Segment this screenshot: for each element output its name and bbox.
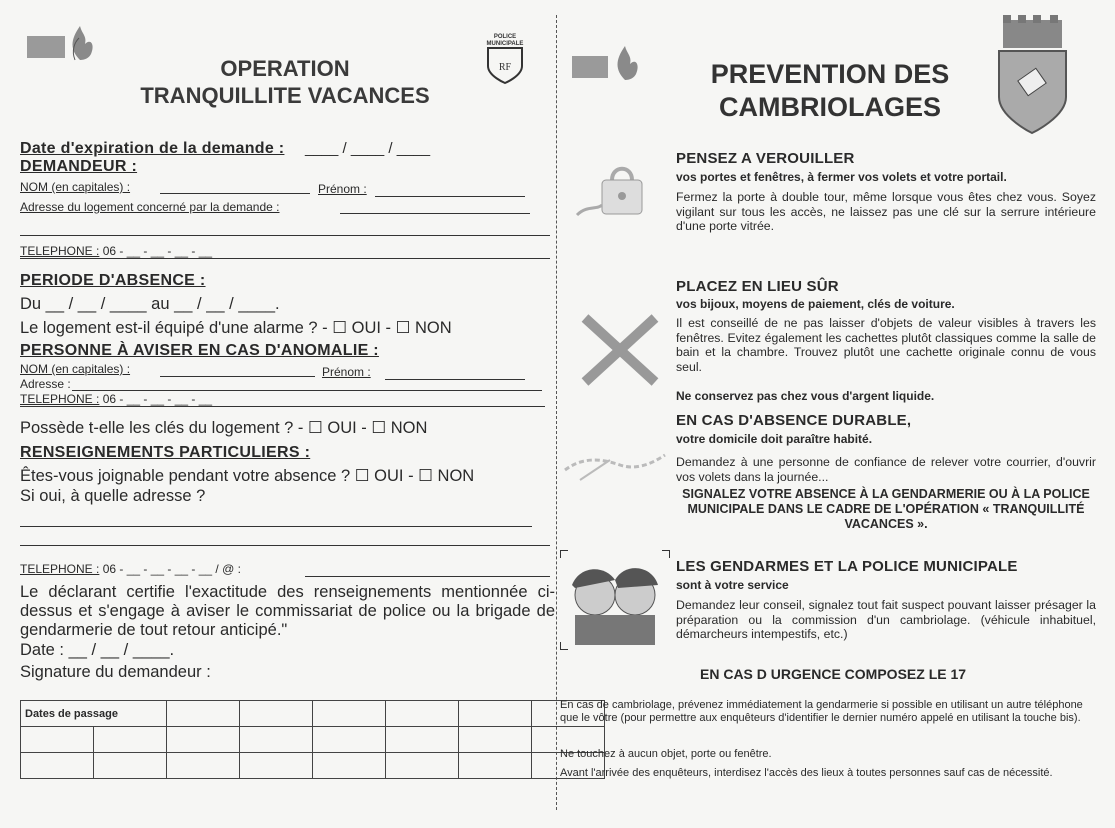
column-divider bbox=[556, 15, 557, 810]
padlock-icon bbox=[572, 160, 662, 240]
s2-body: Il est conseillé de ne pas laisser d'objets de valeur visibles à travers les fenêtres. Evitez également les cachettes plutôt classiques comme la salle de bain et la chambre. Trouvez plutôt une cachette originale connu de vous seul. bbox=[676, 316, 1096, 374]
divider-line-2 bbox=[20, 406, 545, 407]
otv-title-line1: OPERATION bbox=[220, 56, 350, 81]
cross-icon bbox=[575, 310, 665, 395]
nom-label: NOM (en capitales) : bbox=[20, 180, 131, 194]
table-row bbox=[21, 701, 605, 727]
adresse-field-2[interactable] bbox=[20, 235, 550, 236]
table-cell[interactable] bbox=[459, 727, 532, 753]
adresse-question: Si oui, à quelle adresse ? bbox=[20, 487, 206, 505]
table-cell[interactable] bbox=[167, 701, 240, 727]
svg-text:MUNICIPALE: MUNICIPALE bbox=[486, 41, 524, 47]
s4-subheading: sont à votre service bbox=[676, 578, 789, 592]
expiration-label: Date d'expiration de la demande : bbox=[20, 140, 285, 157]
prevention-title-line2: CAMBRIOLAGES bbox=[719, 92, 941, 122]
prenom-field[interactable] bbox=[375, 196, 525, 197]
dates-passage-header: Dates de passage bbox=[21, 701, 167, 727]
passage-table bbox=[20, 700, 605, 779]
signature-label: Signature du demandeur : bbox=[20, 663, 211, 681]
cles-question[interactable]: Possède t-elle les clés du logement ? - ☐ OUI - ☐ NON bbox=[20, 419, 428, 437]
aviser-heading: PERSONNE À AVISER EN CAS D'ANOMALIE : bbox=[20, 342, 379, 359]
email-field[interactable] bbox=[305, 576, 550, 577]
rens-heading: RENSEIGNEMENTS PARTICULIERS : bbox=[20, 444, 311, 461]
police-municipale-badge bbox=[480, 30, 530, 85]
prevention-title-line1: PREVENTION DES bbox=[710, 59, 950, 89]
table-cell[interactable] bbox=[386, 701, 459, 727]
table-cell[interactable] bbox=[240, 753, 313, 779]
adresse2-field[interactable] bbox=[72, 390, 542, 391]
svg-text:RF: RF bbox=[498, 62, 512, 73]
table-cell[interactable] bbox=[94, 753, 167, 779]
table-cell[interactable] bbox=[94, 727, 167, 753]
s3-heading: EN CAS D'ABSENCE DURABLE, bbox=[676, 412, 912, 429]
prenom-label: Prénom : bbox=[318, 182, 367, 196]
telephone3-field[interactable]: 06 - __ - __ - __ - __ / @ : bbox=[102, 562, 241, 576]
date-line[interactable]: Date : __ / __ / ____. bbox=[20, 641, 175, 659]
prevention-title bbox=[660, 58, 1000, 124]
telephone2-field[interactable]: 06 - __ - __ - __ - __ bbox=[102, 392, 213, 406]
s3-subheading: votre domicile doit paraître habité. bbox=[676, 432, 873, 446]
table-cell[interactable] bbox=[459, 753, 532, 779]
table-cell[interactable] bbox=[386, 753, 459, 779]
table-cell[interactable] bbox=[167, 727, 240, 753]
prenom2-field[interactable] bbox=[385, 379, 525, 380]
gendarmes-cartoon-icon bbox=[560, 550, 670, 655]
table-row bbox=[21, 753, 605, 779]
adresse-label: Adresse du logement concerné par la demande : bbox=[20, 200, 280, 214]
divider-line bbox=[20, 258, 550, 259]
s2-subheading: vos bijoux, moyens de paiement, clés de voiture. bbox=[676, 297, 955, 311]
table-cell[interactable] bbox=[240, 701, 313, 727]
adresse3-field-2[interactable] bbox=[20, 545, 550, 546]
table-cell[interactable] bbox=[313, 727, 386, 753]
telephone-field[interactable]: 06 - __ - __ - __ - __ bbox=[102, 244, 213, 258]
s1-body: Fermez la porte à double tour, même lorsque vous êtes chez vous. Soyez vigilant sur tous les accès, ne laissez pas une clé sur la serrure intérieure d'une porte vitrée. bbox=[676, 190, 1096, 233]
adresse3-field[interactable] bbox=[20, 526, 532, 527]
svg-text:POLICE: POLICE bbox=[493, 34, 517, 40]
telephone2-row bbox=[20, 392, 212, 406]
otv-title-line2: TRANQUILLITE VACANCES bbox=[140, 83, 430, 108]
alarme-question[interactable]: Le logement est-il équipé d'une alarme ? - ☐ OUI - ☐ NON bbox=[20, 319, 452, 337]
certification-text: Le déclarant certifie l'exactitude des renseignements mentionnée ci-dessus et s'engage à aviser le commissariat de police ou la brigade de gendarmerie de tout retour anticipé." bbox=[20, 583, 555, 639]
footer-text-3: Avant l'arrivée des enquêteurs, interdisez l'accès des lieux à toutes personnes sauf cas de nécessité. bbox=[560, 767, 1053, 779]
table-cell[interactable] bbox=[167, 753, 240, 779]
s2-heading: PLACEZ EN LIEU SÛR bbox=[676, 278, 839, 295]
table-cell[interactable] bbox=[313, 753, 386, 779]
periode-heading: PERIODE D'ABSENCE : bbox=[20, 272, 206, 289]
telephone3-label: TELEPHONE : bbox=[20, 562, 100, 576]
table-cell[interactable] bbox=[313, 701, 386, 727]
town-coat-of-arms bbox=[995, 15, 1070, 140]
s3-bold-notice: SIGNALEZ VOTRE ABSENCE À LA GENDARMERIE OU À LA POLICE MUNICIPALE DANS LE CADRE DE L'OPÉRATION « TRANQUILLITÉ VACANCES ». bbox=[682, 487, 1090, 531]
s3-body: Demandez à une personne de confiance de relever votre courrier, d'ouvrir vos volets dans la journée... bbox=[676, 455, 1096, 484]
telephone-row bbox=[20, 244, 212, 258]
footer-text-2: Ne touchez à aucun objet, porte ou fenêtre. bbox=[560, 748, 772, 760]
s4-heading: LES GENDARMES ET LA POLICE MUNICIPALE bbox=[676, 558, 1018, 575]
urgence-notice: EN CAS D URGENCE COMPOSEZ LE 17 bbox=[700, 666, 967, 682]
telephone2-label: TELEPHONE : bbox=[20, 392, 100, 406]
prenom2-label: Prénom : bbox=[322, 365, 371, 379]
s2-bold-line: Ne conservez pas chez vous d'argent liquide. bbox=[676, 389, 935, 403]
telephone3-row bbox=[20, 562, 241, 576]
otv-title bbox=[110, 55, 460, 109]
periode-line[interactable]: Du __ / __ / ____ au __ / __ / ____. bbox=[20, 295, 280, 313]
nom2-label: NOM (en capitales) : bbox=[20, 362, 131, 376]
handshake-icon bbox=[560, 440, 670, 495]
telephone-label: TELEPHONE : bbox=[20, 244, 100, 258]
nom2-field[interactable] bbox=[160, 376, 315, 377]
nom-field[interactable] bbox=[160, 193, 310, 194]
table-cell[interactable] bbox=[240, 727, 313, 753]
expiration-date-field[interactable]: ____ / ____ / ____ bbox=[305, 140, 431, 157]
s4-body: Demandez leur conseil, signalez tout fait suspect pouvant laisser présager la préparation ou la commission d'un cambriolage. (véhicule inhabituel, démarcheurs intempestifs, etc.) bbox=[676, 598, 1096, 641]
demandeur-heading: DEMANDEUR : bbox=[20, 158, 138, 175]
table-cell[interactable] bbox=[21, 727, 94, 753]
table-cell[interactable] bbox=[459, 701, 532, 727]
footer-text-1: En cas de cambriolage, prévenez immédiatement la gendarmerie si possible en utilisant un autre téléphone que le vôtre (pour permettre aux enquêteurs d'identifier le dernier numéro appelé en utilisant la touche bis). bbox=[560, 699, 1083, 724]
s1-heading: PENSEZ A VEROUILLER bbox=[676, 150, 855, 167]
joignable-question[interactable]: Êtes-vous joignable pendant votre absence ? ☐ OUI - ☐ NON bbox=[20, 467, 475, 485]
gendarmerie-logo-left bbox=[25, 20, 105, 70]
s1-subheading: vos portes et fenêtres, à fermer vos volets et votre portail. bbox=[676, 170, 1007, 184]
table-cell[interactable] bbox=[386, 727, 459, 753]
gendarmerie-logo-right bbox=[570, 38, 650, 91]
adresse-field[interactable] bbox=[340, 213, 530, 214]
adresse2-label: Adresse : bbox=[20, 377, 71, 391]
table-cell[interactable] bbox=[21, 753, 94, 779]
table-row bbox=[21, 727, 605, 753]
